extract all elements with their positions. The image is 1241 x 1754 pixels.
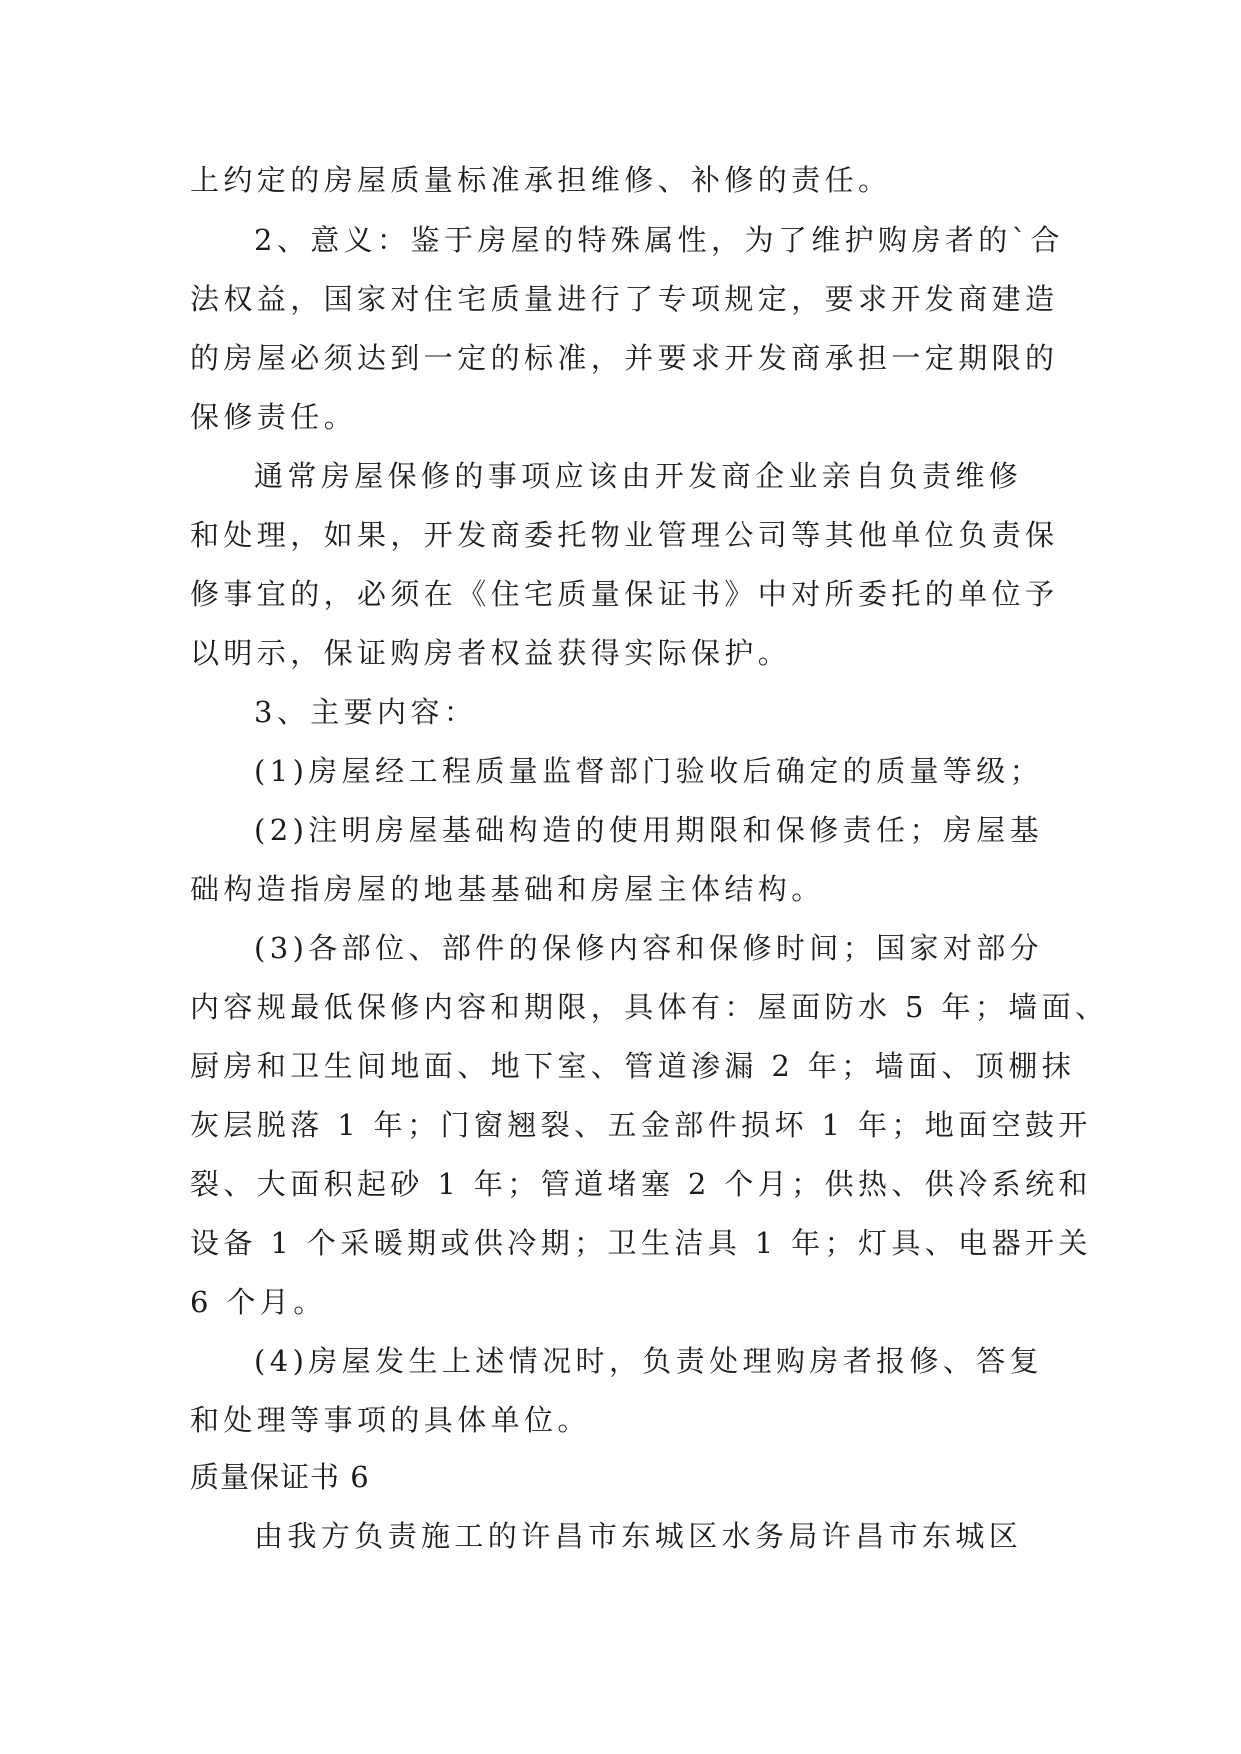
text-line: 和处理，如果，开发商委托物业管理公司等其他单位负责保 xyxy=(190,518,1059,552)
section-heading: 质量保证书 6 xyxy=(190,1460,370,1494)
text-line: 内容规最低保修内容和期限，具体有：屋面防水 5 年；墙面、 xyxy=(190,990,1109,1024)
text-line: 裂、大面积起砂 1 年；管道堵塞 2 个月；供热、供冷系统和 xyxy=(190,1167,1092,1201)
text-line: 3、主要内容： xyxy=(254,695,478,729)
text-line: 灰层脱落 1 年；门窗翘裂、五金部件损坏 1 年；地面空鼓开 xyxy=(190,1108,1092,1142)
text-line: (1)房屋经工程质量监督部门验收后确定的质量等级； xyxy=(254,754,1044,788)
text-line: (4)房屋发生上述情况时，负责处理购房者报修、答复 xyxy=(254,1344,1044,1378)
text-line: 通常房屋保修的事项应该由开发商企业亲自负责维修 xyxy=(254,459,1023,493)
text-line: 6 个月。 xyxy=(190,1285,327,1319)
text-line: 上约定的房屋质量标准承担维修、补修的责任。 xyxy=(190,163,892,197)
text-line: (3)各部位、部件的保修内容和保修时间；国家对部分 xyxy=(254,931,1044,965)
text-line: 的房屋必须达到一定的标准，并要求开发商承担一定期限的 xyxy=(190,341,1059,375)
text-line: 2、意义：鉴于房屋的特殊属性，为了维护购房者的`合 xyxy=(254,223,1064,257)
text-line: 修事宜的，必须在《住宅质量保证书》中对所委托的单位予 xyxy=(190,577,1059,611)
text-line: 由我方负责施工的许昌市东城区水务局许昌市东城区 xyxy=(254,1519,1023,1553)
text-line: 厨房和卫生间地面、地下室、管道渗漏 2 年；墙面、顶棚抹 xyxy=(190,1049,1076,1083)
text-line: 保修责任。 xyxy=(190,400,358,434)
text-line: (2)注明房屋基础构造的使用期限和保修责任；房屋基 xyxy=(254,813,1044,847)
text-line: 和处理等事项的具体单位。 xyxy=(190,1403,591,1437)
text-line: 础构造指房屋的地基基础和房屋主体结构。 xyxy=(190,872,825,906)
text-line: 法权益，国家对住宅质量进行了专项规定，要求开发商建造 xyxy=(190,282,1059,316)
text-line: 设备 1 个采暖期或供冷期；卫生洁具 1 年；灯具、电器开关 xyxy=(190,1226,1092,1260)
text-line: 以明示，保证购房者权益获得实际保护。 xyxy=(190,636,792,670)
